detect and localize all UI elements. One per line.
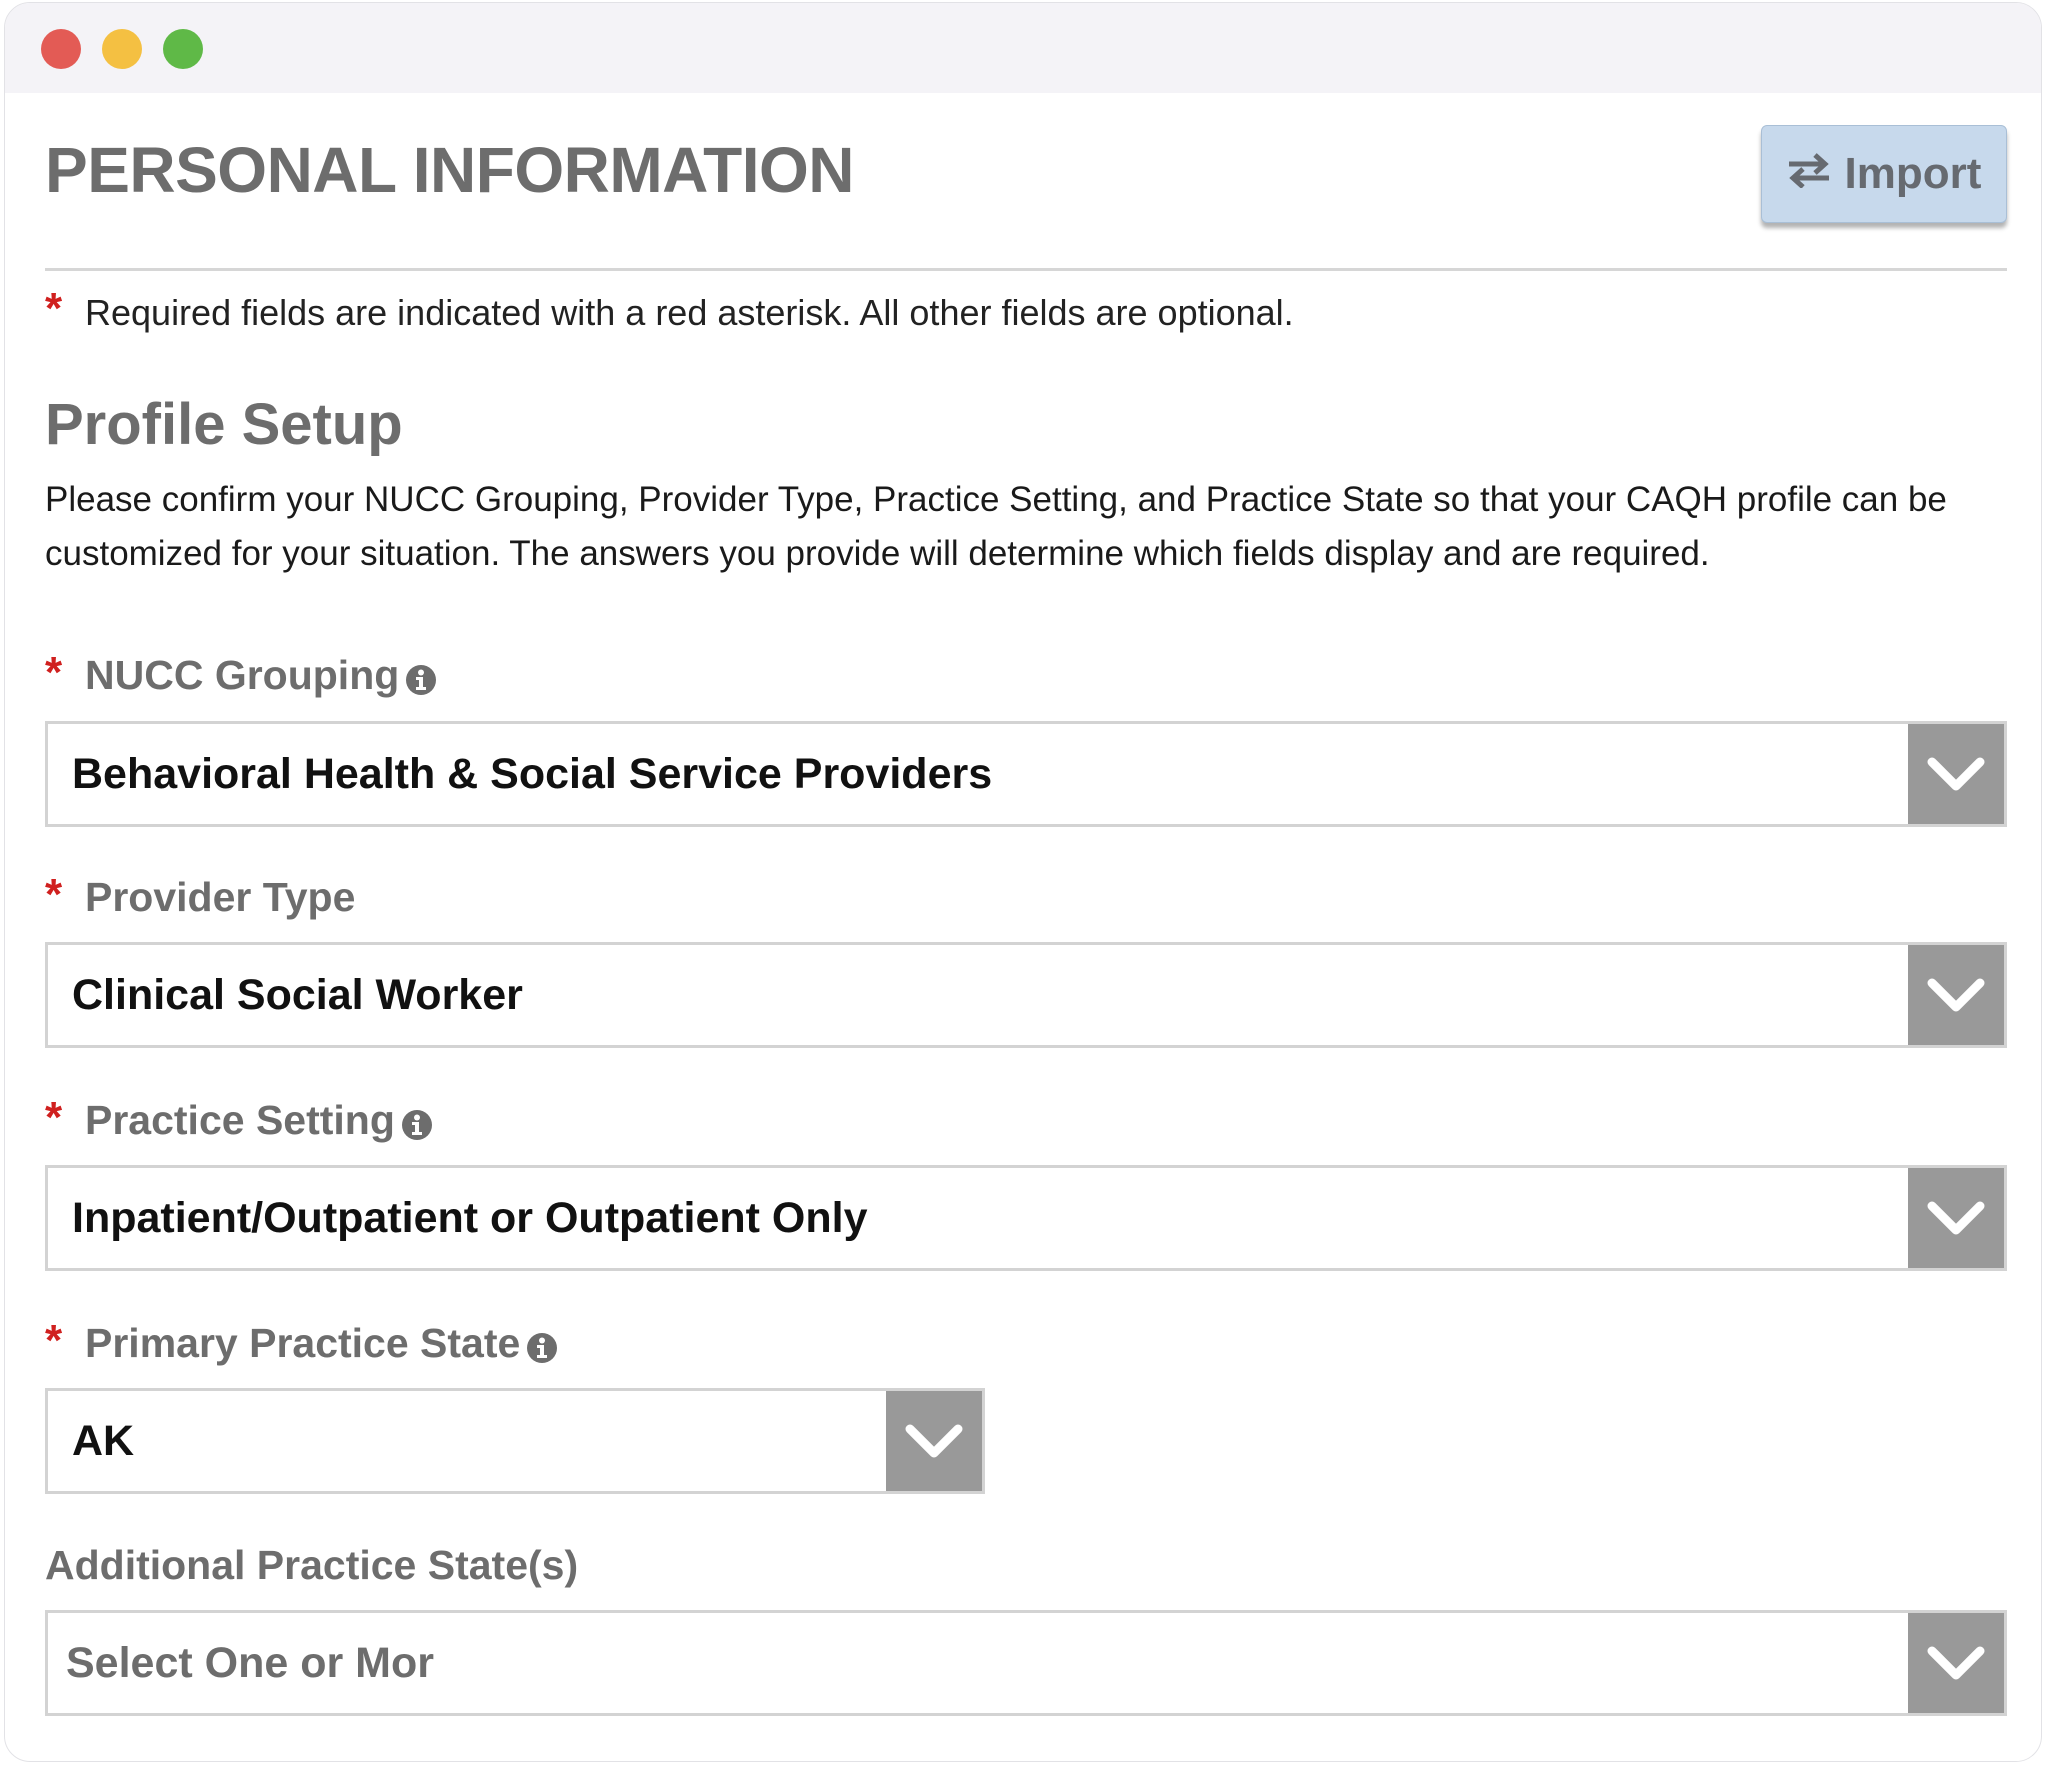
page-title: PERSONAL INFORMATION [45,134,854,206]
info-icon[interactable] [526,1327,558,1374]
additional-practice-states-select[interactable] [45,1610,2007,1716]
provider-type-label [45,870,356,920]
practice-setting-label [45,1093,433,1151]
primary-practice-state-label [45,1316,558,1374]
required-asterisk: * [45,870,63,919]
form-content [45,93,2007,1687]
profile-setup-title: Profile Setup [45,392,403,457]
app-window [4,2,2042,1762]
info-icon[interactable] [405,659,437,706]
required-asterisk: * [45,284,63,333]
primary-practice-state-value: AK [72,1417,135,1465]
import-button-label: Import [1844,149,1982,198]
provider-type-label-text: Provider Type [85,874,356,920]
minimize-window-button[interactable] [102,29,142,69]
required-asterisk: * [45,648,63,697]
page-header [45,93,2007,273]
swap-arrows-icon [1787,149,1831,199]
additional-practice-states-placeholder: Select One or Mor [66,1639,434,1687]
nucc-grouping-label-text: NUCC Grouping [85,652,400,698]
close-window-button[interactable] [41,29,81,69]
profile-setup-description: Please confirm your NUCC Grouping, Provider Type, Practice Setting, and Practice State so that your CAQH profile can be customized for your situation. The answers you provide will determine which fields display and are required. [45,480,1947,573]
nucc-grouping-value: Behavioral Health & Social Service Providers [72,750,993,798]
provider-type-select[interactable] [45,942,2007,1048]
required-asterisk: * [45,1316,63,1365]
header-divider [45,268,2007,271]
nucc-grouping-label [45,648,437,706]
nucc-grouping-select[interactable] [45,721,2007,827]
zoom-window-button[interactable] [163,29,203,69]
required-asterisk: * [45,1093,63,1142]
chevron-down-icon[interactable] [1908,1613,2004,1713]
chevron-down-icon[interactable] [1908,724,2004,824]
practice-setting-label-text: Practice Setting [85,1097,395,1143]
primary-practice-state-label-text: Primary Practice State [85,1320,521,1366]
provider-type-value: Clinical Social Worker [72,971,523,1019]
info-icon[interactable] [401,1104,433,1151]
practice-setting-select[interactable] [45,1165,2007,1271]
chevron-down-icon[interactable] [886,1391,982,1491]
primary-practice-state-select[interactable] [45,1388,985,1494]
required-fields-note [45,284,1294,337]
import-button[interactable] [1761,125,2007,223]
chevron-down-icon[interactable] [1908,1168,2004,1268]
title-bar [5,3,2041,93]
chevron-down-icon[interactable] [1908,945,2004,1045]
additional-practice-states-label [45,1543,578,1587]
practice-setting-value: Inpatient/Outpatient or Outpatient Only [72,1194,868,1242]
additional-practice-states-label-text: Additional Practice State(s) [45,1542,579,1588]
required-note-text: Required fields are indicated with a red asterisk. All other fields are optional. [85,292,1294,333]
